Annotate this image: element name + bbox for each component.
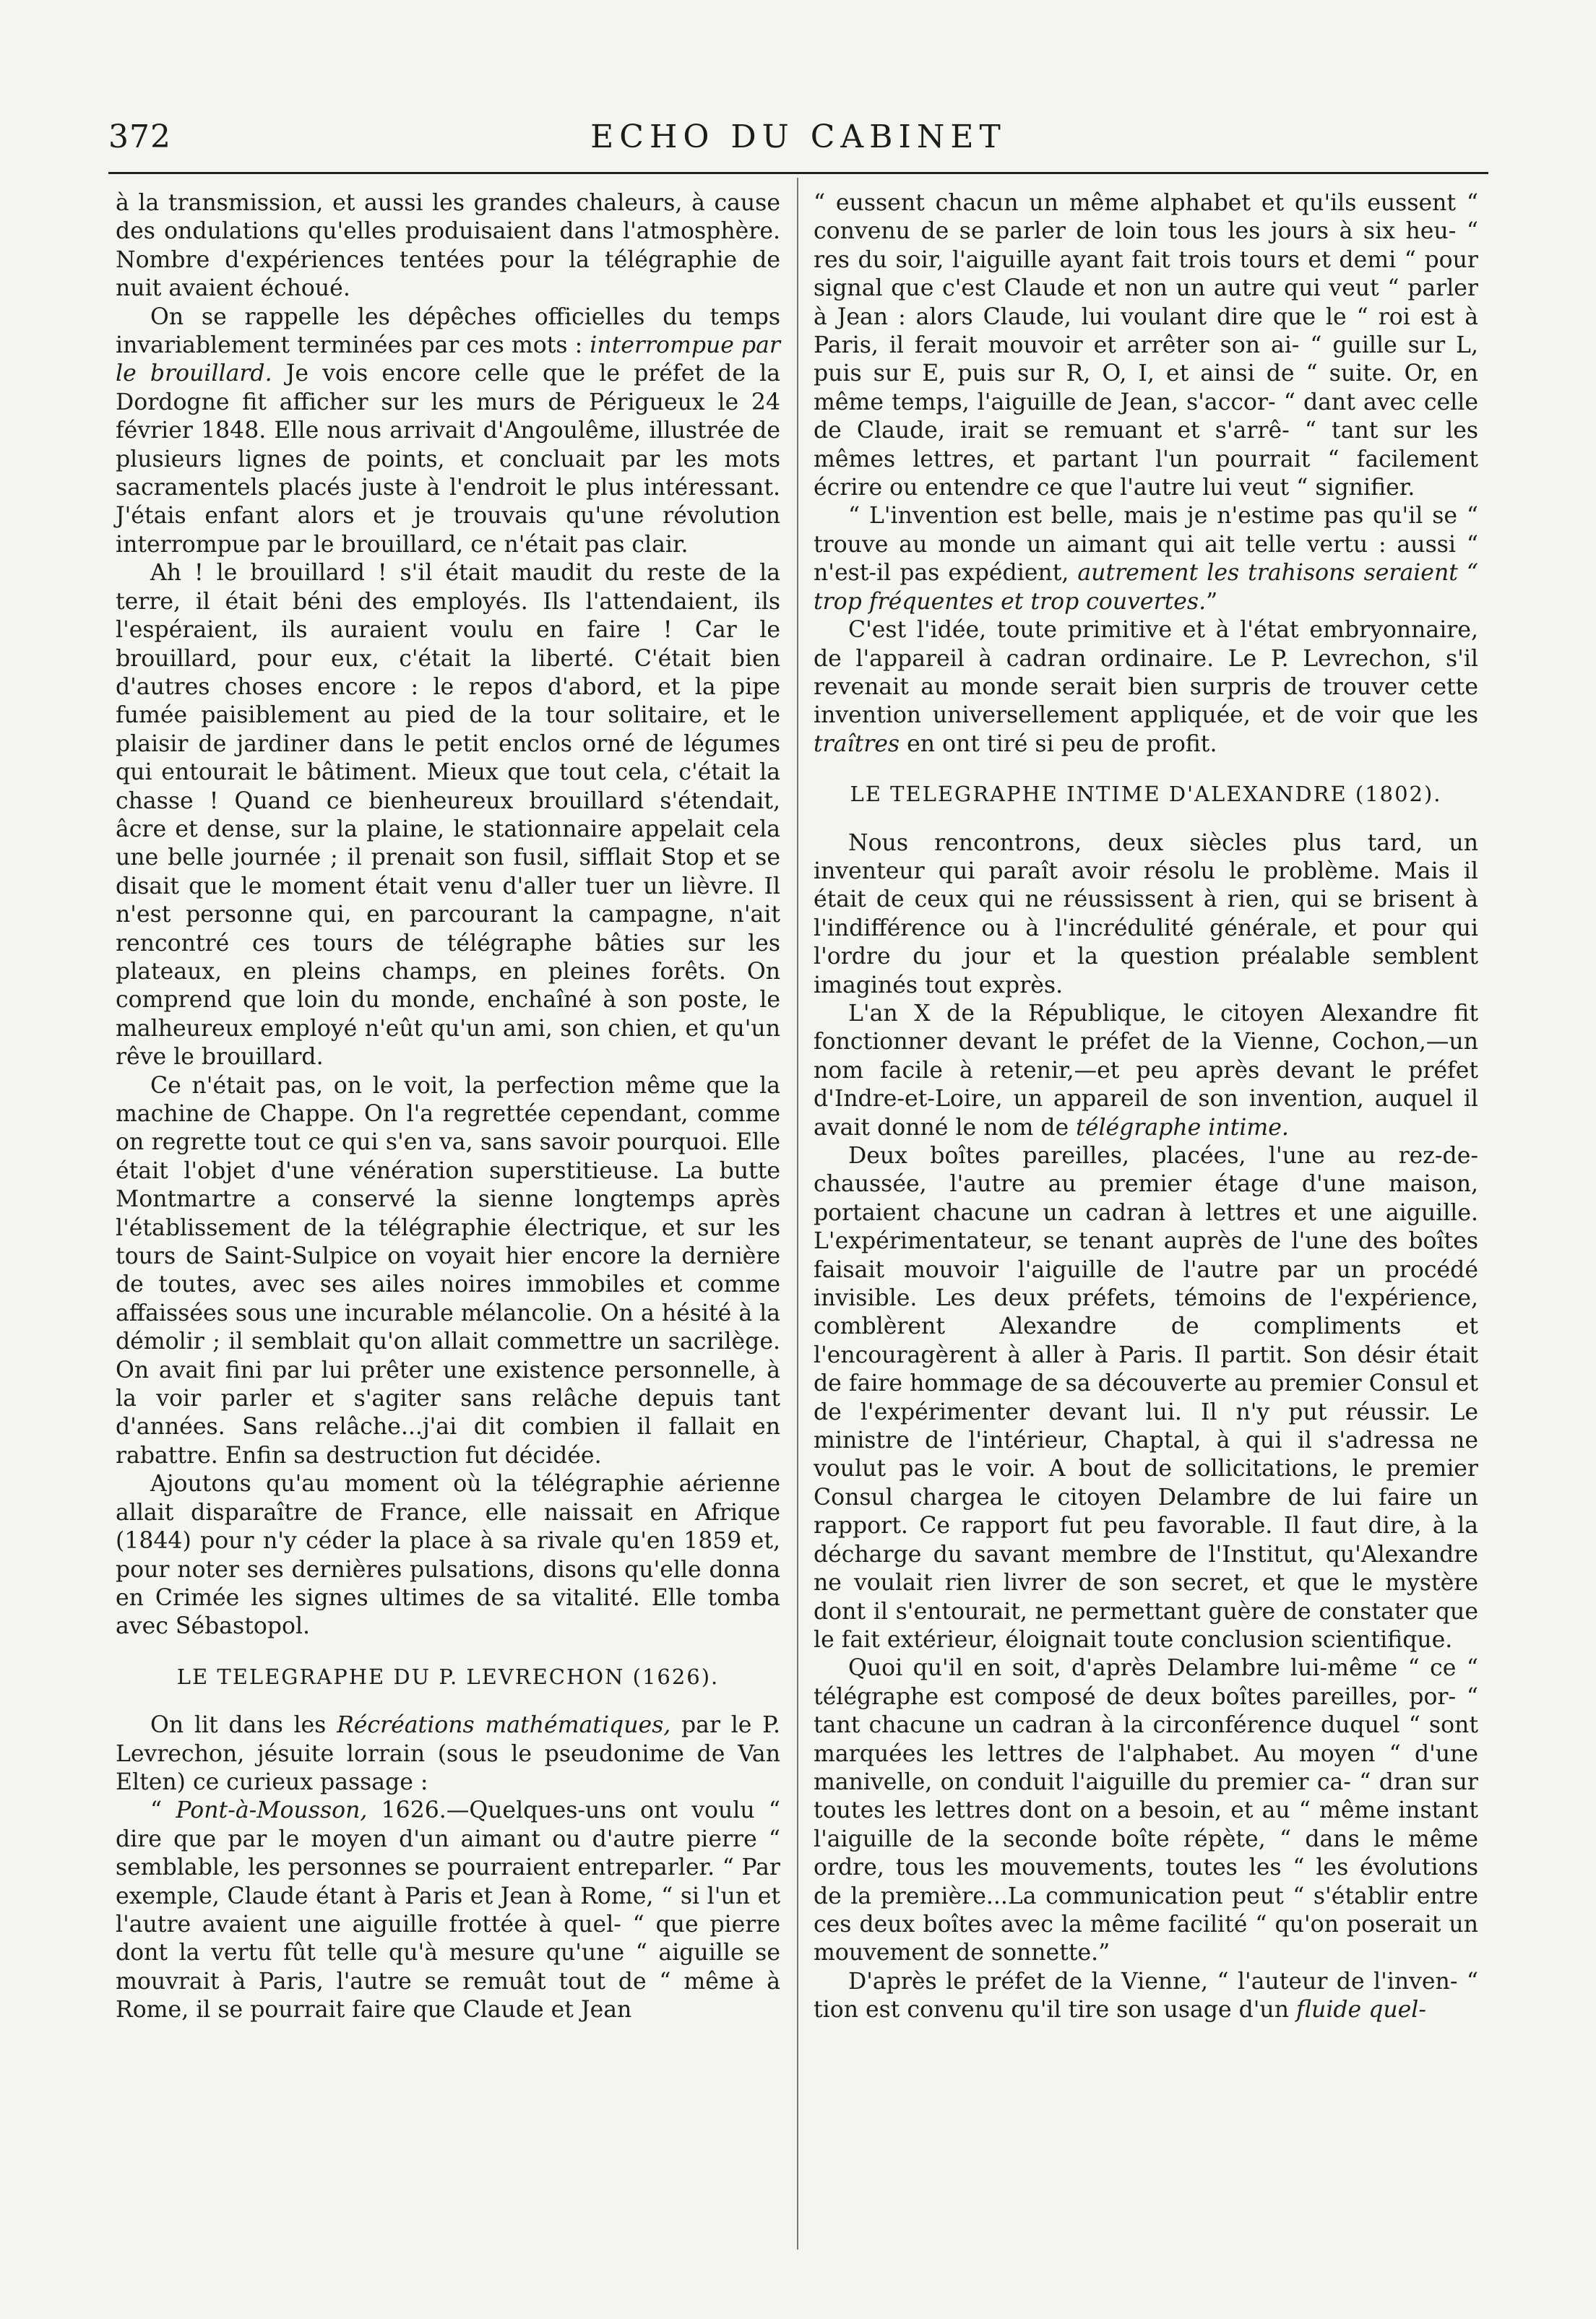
paragraph: Deux boîtes pareilles, placées, l'une au rez-de-chaussée, l'autre au premier étage d'une maison, portaient chacune un cadran à lettres et une aiguille. L'expérimentateur, se tenant auprès de l'une des boîtes faisait mouvoir l'aiguille de l'autre par un procédé invisible. Les deux préfets, témoins de l'expérience, comblèrent Alexandre de compliments et l'encouragèrent à aller à Paris. Il partit. Son désir était de faire hommage de sa découverte au premier Consul et de l'expérimenter devant lui. Il n'y put réussir. Le ministre de l'intérieur, Chaptal, à qui il s'adressa ne voulut pas le voir. A bout de sollicitations, le premier Consul chargea le citoyen Delambre de lui faire un rapport. Ce rapport fut peu favorable. Il faut dire, à la décharge du savant membre de l'Institut, qu'Alexandre ne voulait rien livrer de son secret, et que le mystère dont il s'entourait, ne permettant guère de constater que le fait extérieur, éloignait toute conclusion scientifique. [814, 1143, 1478, 1653]
paragraph: On se rappelle les dépêches officielles du temps invariablement terminées par ces mots : interrompue par le brouillard. Je vois encore celle que le préfet de la Dordogne fit afficher sur les murs de Périgueux le 24 février 1848. Elle nous arrivait d'Angoulême, illustrée de plusieurs lignes de points, et concluait par les mots sacramentels placés juste à l'endroit le plus intéressant. J'étais enfant alors et je trouvais qu'une révolution interrompue par le brouillard, ce n'était pas clair. [116, 303, 780, 558]
quotation: “ L'invention est belle, mais je n'estime pas qu'il se “ trouve au monde un aimant qui ait telle vertu : aussi “ n'est-il pas expédient, autrement les trahisons seraient “ trop fréquentes et trop couvertes.” [814, 503, 1478, 615]
column-divider [797, 178, 798, 2250]
emphasis: autrement les trahisons seraient “ trop fréquentes et trop couvertes. [814, 560, 1478, 615]
header-rule [108, 172, 1488, 174]
quotation: “ eussent chacun un même alphabet et qu'ils eussent “ convenu de se parler de loin tous les jours à six heu- “ res du soir, l'aiguille ayant fait trois tours et demi “ pour signal que c'est Claude et non un autre qui veut “ parler à Jean : alors Claude, lui voulant dire que le “ roi est à Paris, il ferait mouvoir et arrêter son ai- “ guille sur L, puis sur E, puis sur R, O, I, et ainsi de “ suite. Or, en même temps, l'aiguille de Jean, s'accor- “ dant avec celle de Claude, irait se remuant et s'arrê- “ tant sur les mêmes lettres, et partant l'un pourrait “ facilement écrire ou entendre ce que l'autre lui veut “ signifier. [814, 190, 1478, 501]
emphasis: fluide quel- [1296, 1997, 1427, 2024]
page-header [108, 116, 1488, 166]
paragraph: Quoi qu'il en soit, d'après Delambre lui-même “ ce “ télégraphe est composé de deux boîtes pareilles, por- “ tant chacune un cadran à la circonférence duquel “ sont marquées les lettres de l'alphabet. Au moyen “ d'une manivelle, on conduit l'aiguille du premier ca- “ dran sur toutes les lettres dont on a besoin, et au “ même instant l'aiguille de la seconde boîte répète, “ dans le même ordre, tous les mouvements, toutes les “ les évolutions de la première...La communication peut “ s'établir entre ces deux boîtes avec la même facilité “ qu'on poserait un mouvement de sonnette.” [814, 1655, 1478, 1966]
section-heading: LE TELEGRAPHE INTIME D'ALEXANDRE (1802). [850, 782, 1442, 807]
paragraph: On lit dans les Récréations mathématiques, par le P. Levrechon, jésuite lorrain (sous le pseudonime de Van Elten) ce curieux passage : [116, 1712, 780, 1795]
emphasis: Pont-à-Mousson, [176, 1797, 368, 1824]
paragraph: Nous rencontrons, deux siècles plus tard, un inventeur qui paraît avoir résolu le problème. Mais il était de ceux qui ne réussissent à rien, qui se brisent à l'indifférence ou à l'incrédulité générale, et pour qui l'ordre du jour et la question préalable semblent imaginés tout exprès. [814, 829, 1478, 998]
emphasis: télégraphe intime. [1076, 1114, 1289, 1141]
paragraph: Ajoutons qu'au moment où la télégraphie aérienne allait disparaître de France, elle naissait en Afrique (1844) pour n'y céder la place à sa rivale qu'en 1859 et, pour noter ses dernières pulsations, disons qu'elle donna en Crimée les signes ultimes de sa vitalité. Elle tomba avec Sébastopol. [116, 1471, 780, 1640]
running-title: ECHO DU CABINET [590, 118, 1006, 155]
paragraph: L'an X de la République, le citoyen Alexandre fit fonctionner devant le préfet de la Vienne, Cochon,—un nom facile à retenir,—et peu après devant le préfet d'Indre-et-Loire, un appareil de son invention, auquel il avait donné le nom de télégraphe intime. [814, 1000, 1478, 1141]
right-column [814, 189, 1478, 2025]
paragraph: Ah ! le brouillard ! s'il était maudit du reste de la terre, il était béni des employés. Ils l'attendaient, ils l'espéraient, ils auraient voulu en faire ! Car le brouillard, pour eux, c'était la liberté. C'était bien d'autres choses encore : le repos d'abord, et la pipe fumée paisiblement au pied de la tour solitaire, et le plaisir de jardiner dans le petit enclos orné de légumes qui entourait le bâtiment. Mieux que tout cela, c'était la chasse ! Quand ce bienheureux brouillard s'étendait, âcre et dense, sur la plaine, le stationnaire appelait cela une belle journée ; il prenait son fusil, sifflait Stop et se disait que le moment était venu d'aller tuer un lièvre. Il n'est personne qui, en parcourant la campagne, n'ait rencontré ces tours de télégraphe bâties sur les plateaux, en pleins champs, en pleines forêts. On comprend que loin du monde, enchaîné à son poste, le malheureux employé n'eût qu'un ami, son chien, et qu'un rêve le brouillard. [116, 560, 780, 1071]
section-heading: LE TELEGRAPHE DU P. LEVRECHON (1626). [176, 1664, 720, 1689]
emphasis: Récréations mathématiques, [337, 1712, 671, 1739]
emphasis: traîtres [814, 730, 900, 757]
quotation: “ Pont-à-Mousson, 1626.—Quelques-uns ont voulu “ dire que par le moyen d'un aimant ou d'autre pierre “ semblable, les personnes se pourraient entreparler. “ Par exemple, Claude étant à Paris et Jean à Rome, “ si l'un et l'autre avaient une aiguille frottée à quel- “ que pierre dont la vertu fût telle qu'à mesure qu'une “ aiguille se mouvrait à Paris, l'autre se remuât tout de “ même à Rome, il se pourrait faire que Claude et Jean [116, 1797, 780, 2024]
paragraph: D'après le préfet de la Vienne, “ l'auteur de l'inven- “ tion est convenu qu'il tire son usage d'un fluide quel- [814, 1968, 1478, 2024]
page-number: 372 [108, 118, 171, 155]
paragraph: Ce n'était pas, on le voit, la perfection même que la machine de Chappe. On l'a regrettée cependant, comme on regrette tout ce qui s'en va, sans savoir pourquoi. Elle était l'objet d'une vénération superstitieuse. La butte Montmartre a conservé la sienne longtemps après l'établissement de la télégraphie électrique, et sur les tours de Saint-Sulpice on voyait hier encore la dernière de toutes, avec ses ailes noires immobiles et comme affaissées sous une incurable mélancolie. On a hésité à la démolir ; il semblait qu'on allait commettre un sacrilège. On avait fini par lui prêter une existence personnelle, à la voir parler et s'agiter sans relâche depuis tant d'années. Sans relâche...j'ai dit combien il fallait en rabattre. Enfin sa destruction fut décidée. [116, 1072, 780, 1469]
paragraph: à la transmission, et aussi les grandes chaleurs, à cause des ondulations qu'elles produisaient dans l'atmosphère. Nombre d'expériences tentées pour la télégraphie de nuit avaient échoué. [116, 190, 780, 302]
emphasis: interrompue par le brouillard. [116, 332, 780, 387]
left-column [116, 189, 780, 2025]
paragraph: C'est l'idée, toute primitive et à l'état embryonnaire, de l'appareil à cadran ordinaire. Le P. Levrechon, s'il revenait au monde serait bien surpris de trouver cette invention universellement appliquée, et de voir que les traîtres en ont tiré si peu de profit. [814, 617, 1478, 757]
